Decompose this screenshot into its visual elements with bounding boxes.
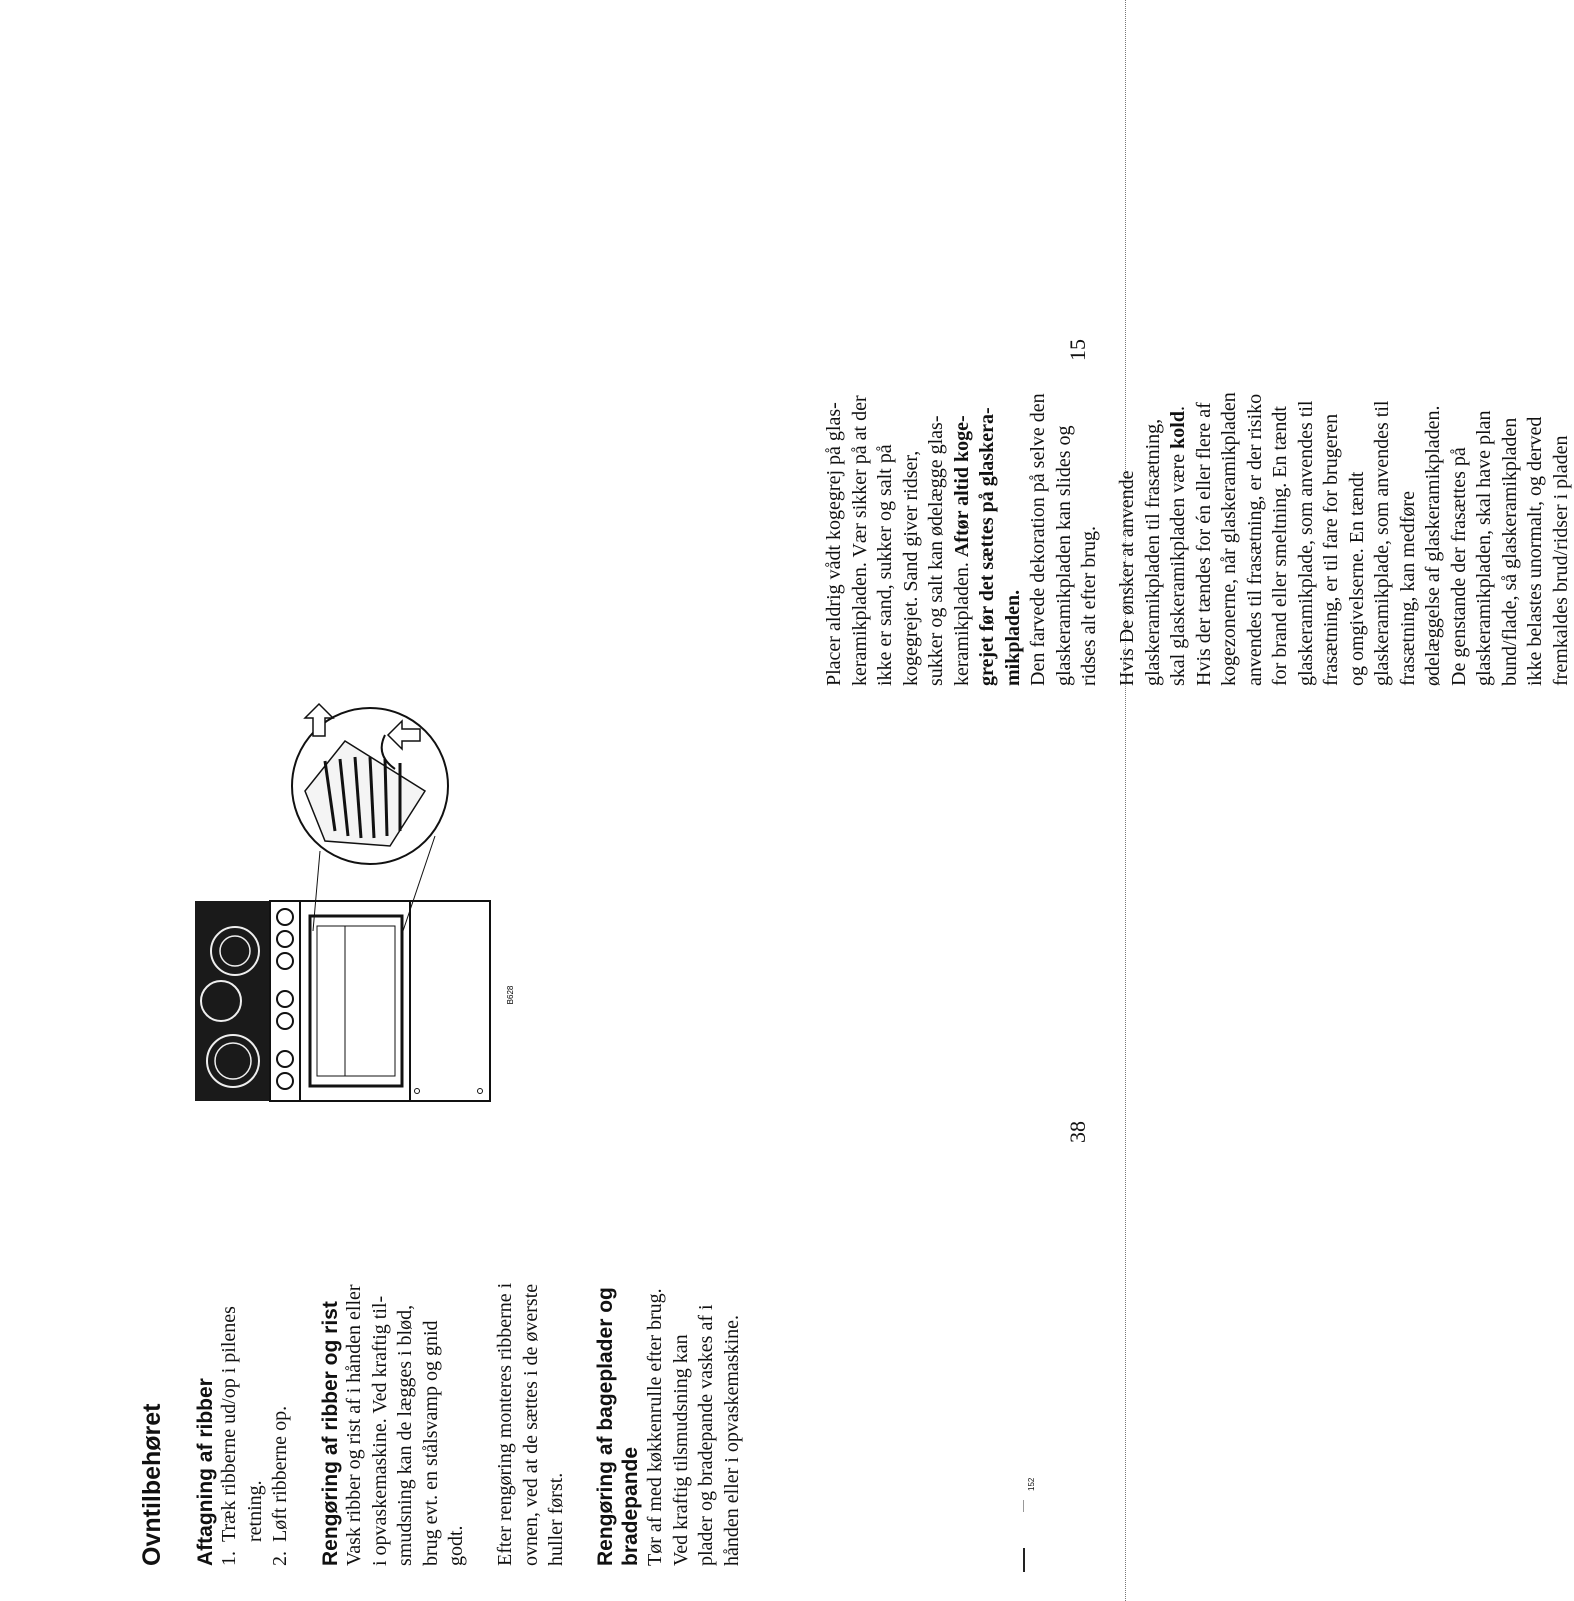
bold-warning-a: Aftør altid koge-	[950, 415, 973, 558]
para-efter-rengoring: Efter rengøring monteres ribberne i ovnen, ved at de sættes i de øverste huller først.	[494, 1282, 567, 1566]
margin-code: 152	[1027, 1477, 1036, 1491]
heading-aftagning: Aftagning af ribber	[194, 1378, 217, 1566]
step-1: 1.Træk ribberne ud/op i pilenes	[218, 1306, 240, 1566]
step-2: 2.Løft ribberne op.	[269, 1405, 291, 1566]
drawer	[410, 901, 490, 1101]
bold-kold: kold	[1167, 411, 1189, 449]
rack-detail-circle	[292, 704, 448, 864]
para-bageplader: Tør af med køkkenrulle efter brug. Ved kraftig tilsmudsning kan plader og bradepande vaskes af i hånden eller i opvaskemaskine.	[644, 1288, 743, 1566]
oven-body	[300, 901, 410, 1101]
control-panel	[270, 901, 300, 1101]
heading-bageplader: Rengøring af bageplader og bradepande	[594, 1287, 642, 1566]
para-placer-aldrig: Placer aldrig vådt kogegrej på glas- keramikpladen. Vær sikker på at der ikke er sand, sukker og salt på kogegrejet. Sand giver ridser, sukker og salt kan ødelægge glas- keramikpladen. Aftør altid koge- grejet før det sættes på glaskera- mikpladen. Den farvede dekoration på selve den glaskeramikpladen kan slides og ridses alt efter brug.	[823, 393, 1100, 686]
para-hvis-de-onsker: Hvis De ønsker at anvende glaskeramikpladen til frasætning, skal glaskeramikpladen være kold. Hvis der tændes for én eller flere af kogezonerne, når glaskeramikpladen anvendes til frasætning, er der risiko for brand eller smeltning. En tændt glaskeramikplade, som anvendes til frasætning, er til fare for brugeren og omgivelserne. En tændt glaskeramikplade, som anvendes til frasætning, kan medføre ødelæggelse af glaskeramikpladen. De genstande der frasættes på glaskeramikpladen, skal have plan bund/flade, så glaskeramikpladen ikke belastes unormalt, og derved fremkaldes brud/ridser i pladen	[1116, 392, 1572, 686]
figure-code: B628	[506, 985, 515, 1005]
page-number-left: 38	[1065, 1121, 1090, 1143]
bold-warning-b: grejet før det sættes på glaskera-	[976, 407, 998, 686]
steps-aftagning	[217, 1306, 294, 1566]
cooker-illustration	[195, 701, 540, 1121]
bold-warning-c: mikpladen.	[1001, 589, 1024, 686]
step-1-cont: retning.	[243, 1480, 266, 1542]
hob-top	[195, 901, 270, 1101]
para-rengoring-ribber: Vask ribber og rist af i hånden eller i opvaskemaskine. Ved kraftig til- smudsning kan de lægges i blød, brug evt. en stålsvamp og gnid godt.	[343, 1284, 467, 1566]
page-number-right: 15	[1065, 339, 1090, 361]
heading-rengoring-ribber: Rengøring af ribber og rist	[319, 1301, 342, 1566]
page-title: Ovntilbehøret	[138, 1403, 166, 1566]
